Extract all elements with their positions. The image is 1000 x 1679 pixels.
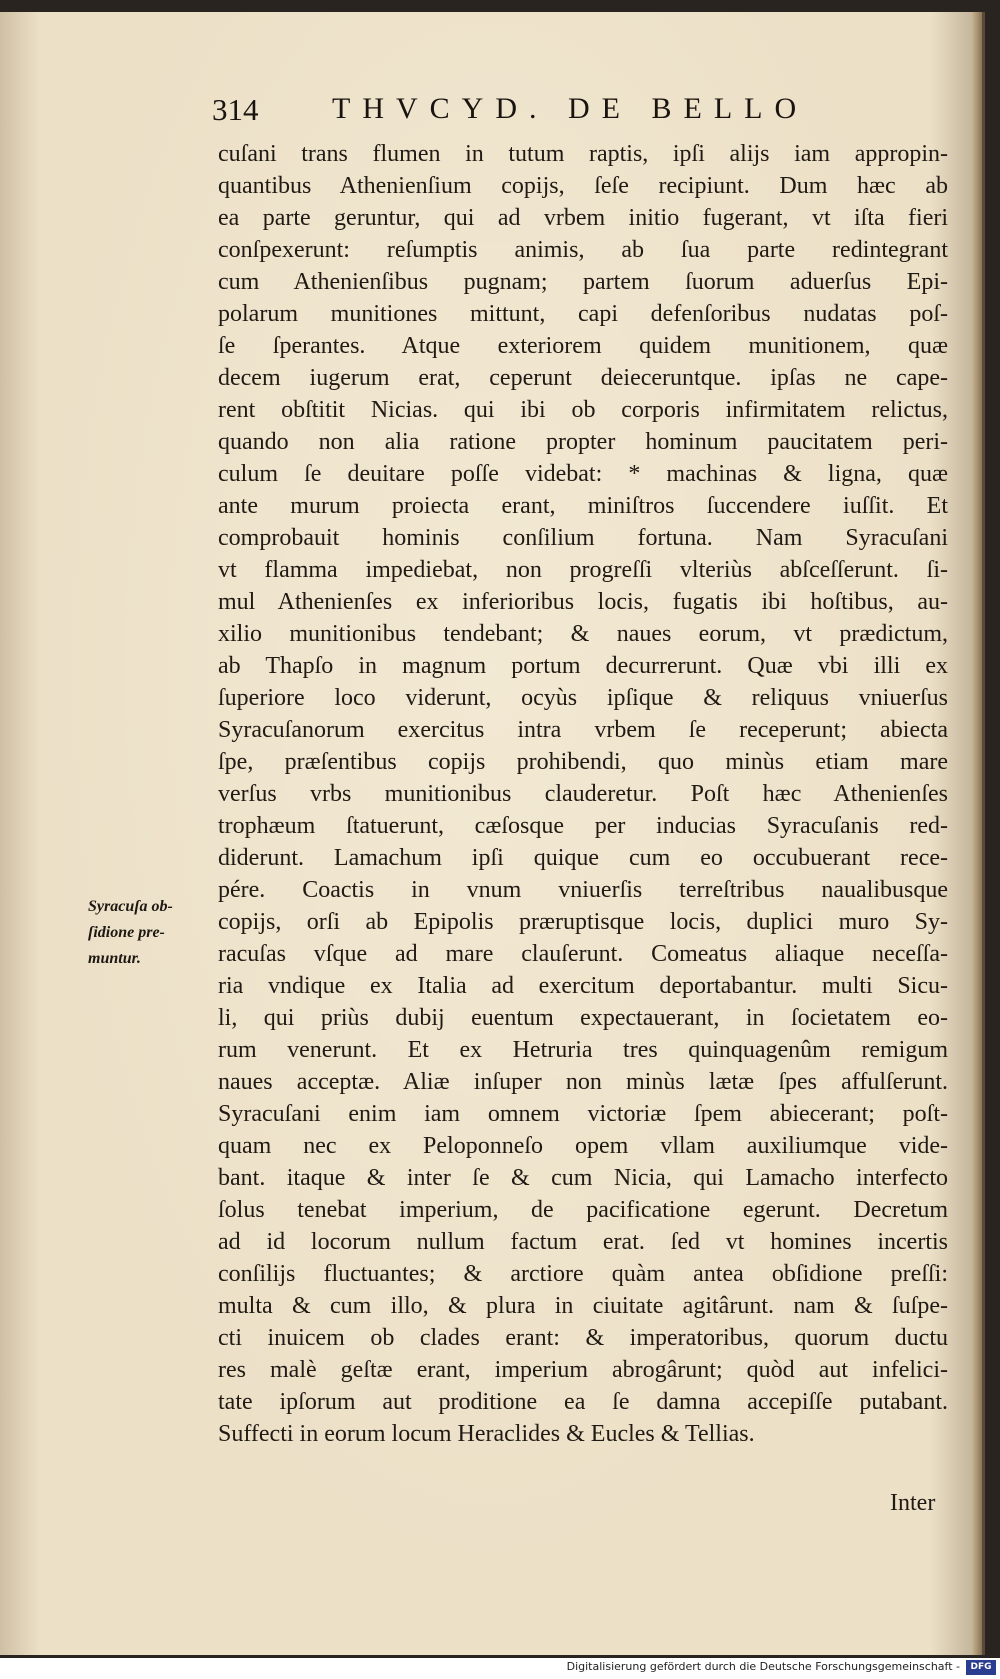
dfg-logo: DFG (966, 1660, 996, 1675)
text-line: ſe ſperantes. Atque exteriorem quidem munitionem, quæ (218, 333, 948, 359)
text-line: li, qui priùs dubij euentum expectauerant, in ſocietatem eo- (218, 1005, 948, 1031)
page-edge (972, 12, 982, 1655)
footer-bar (0, 1658, 1000, 1679)
text-line: tate ipſorum aut proditione ea ſe damna accepiſſe putabant. (218, 1389, 948, 1415)
text-line: vt flamma impediebat, non progreſſi vlteriùs abſceſſerunt. ſi- (218, 557, 948, 583)
text-line: diderunt. Lamachum ipſi quique cum eo occubuerant rece- (218, 845, 948, 871)
text-line: mul Athenienſes ex inferioribus locis, fugatis ibi hoſtibus, au- (218, 589, 948, 615)
text-line: ſolus tenebat imperium, de pacificatione egerunt. Decretum (218, 1197, 948, 1223)
catchword: Inter (890, 1490, 936, 1516)
text-line: polarum munitiones mittunt, capi defenſoribus nudatas poſ- (218, 301, 948, 327)
text-line: rum venerunt. Et ex Hetruria tres quinquagenûm remigum (218, 1037, 948, 1063)
text-line: naues acceptæ. Aliæ inſuper non minùs lætæ ſpes affulſerunt. (218, 1069, 948, 1095)
text-line: ea parte geruntur, qui ad vrbem initio fugerant, vt iſta fieri (218, 205, 948, 231)
text-line: comprobauit hominis conſilium fortuna. Nam Syracuſani (218, 525, 948, 551)
marginal-note-line: Syracuſa ob- (88, 898, 173, 915)
text-line: ab Thapſo in magnum portum decurrerunt. Quæ vbi illi ex (218, 653, 948, 679)
text-line: res malè geſtæ erant, imperium abrogârunt; quòd aut infelici- (218, 1357, 948, 1383)
marginal-note-line: ſidione pre- (88, 924, 165, 941)
text-line: cuſani trans flumen in tutum raptis, ipſi alijs iam appropin- (218, 141, 948, 167)
text-line: verſus vrbs munitionibus clauderetur. Poſt hæc Athenienſes (218, 781, 948, 807)
text-line: Syracuſani enim iam omnem victoriæ ſpem abiecerant; poſt- (218, 1101, 948, 1127)
marginal-note-line: muntur. (88, 950, 141, 967)
text-line: copijs, orſi ab Epipolis præruptisque locis, duplici muro Sy- (218, 909, 948, 935)
running-head (212, 92, 832, 136)
text-line: quando non alia ratione propter hominum paucitatem peri- (218, 429, 948, 455)
text-line: cum Athenienſibus pugnam; partem ſuorum aduerſus Epi- (218, 269, 948, 295)
text-line: racuſas vſque ad mare clauſerunt. Comeatus aliaque neceſſa- (218, 941, 948, 967)
text-line: conſilijs fluctuantes; & arctiore quàm antea obſidione preſſi: (218, 1261, 948, 1287)
text-line: bant. itaque & inter ſe & cum Nicia, qui Lamacho interfecto (218, 1165, 948, 1191)
text-line: ſpe, præſentibus copijs prohibendi, quo minùs etiam mare (218, 749, 948, 775)
text-line: ſuperiore loco viderunt, ocyùs ipſique & reliquus vniuerſus (218, 685, 948, 711)
text-line: multa & cum illo, & plura in ciuitate agitârunt. nam & ſuſpe- (218, 1293, 948, 1319)
scanned-page (0, 12, 985, 1655)
body-text (218, 138, 948, 1450)
text-line: cti inuicem ob clades erant: & imperatoribus, quorum ductu (218, 1325, 948, 1351)
text-line: ad id locorum nullum factum erat. ſed vt homines incertis (218, 1229, 948, 1255)
text-line: Suffecti in eorum locum Heraclides & Eucles & Tellias. (218, 1421, 755, 1447)
text-line: quantibus Athenienſium copijs, ſeſe recipiunt. Dum hæc ab (218, 173, 948, 199)
text-line: xilio munitionibus tendebant; & naues eorum, vt prædictum, (218, 621, 948, 647)
text-line: trophæum ſtatuerunt, cæſosque per inducias Syracuſanis red- (218, 813, 948, 839)
text-line: Syracuſanorum exercitus intra vrbem ſe receperunt; abiecta (218, 717, 948, 743)
marginal-note (88, 894, 206, 972)
text-line: rent obſtitit Nicias. qui ibi ob corporis infirmitatem relictus, (218, 397, 948, 423)
text-line: conſpexerunt: reſumptis animis, ab ſua parte redintegrant (218, 237, 948, 263)
text-line: decem iugerum erat, ceperunt deieceruntque. ipſas ne cape- (218, 365, 948, 391)
text-line: ria vndique ex Italia ad exercitum deportabantur. multi Sicu- (218, 973, 948, 999)
footer-credit: Digitalisierung gefördert durch die Deutsche Forschungsgemeinschaft - (566, 1660, 960, 1673)
running-head-title: THVCYD. DE BELLO (332, 92, 809, 125)
text-line: culum ſe deuitare poſſe videbat: * machinas & ligna, quæ (218, 461, 948, 487)
text-line: ante murum proiecta erant, miniſtros ſuccendere iuſſit. Et (218, 493, 948, 519)
text-line: quam nec ex Peloponneſo opem vllam auxiliumque vide- (218, 1133, 948, 1159)
text-line: pére. Coactis in vnum vniuerſis terreſtribus naualibusque (218, 877, 948, 903)
page-number: 314 (212, 92, 259, 127)
